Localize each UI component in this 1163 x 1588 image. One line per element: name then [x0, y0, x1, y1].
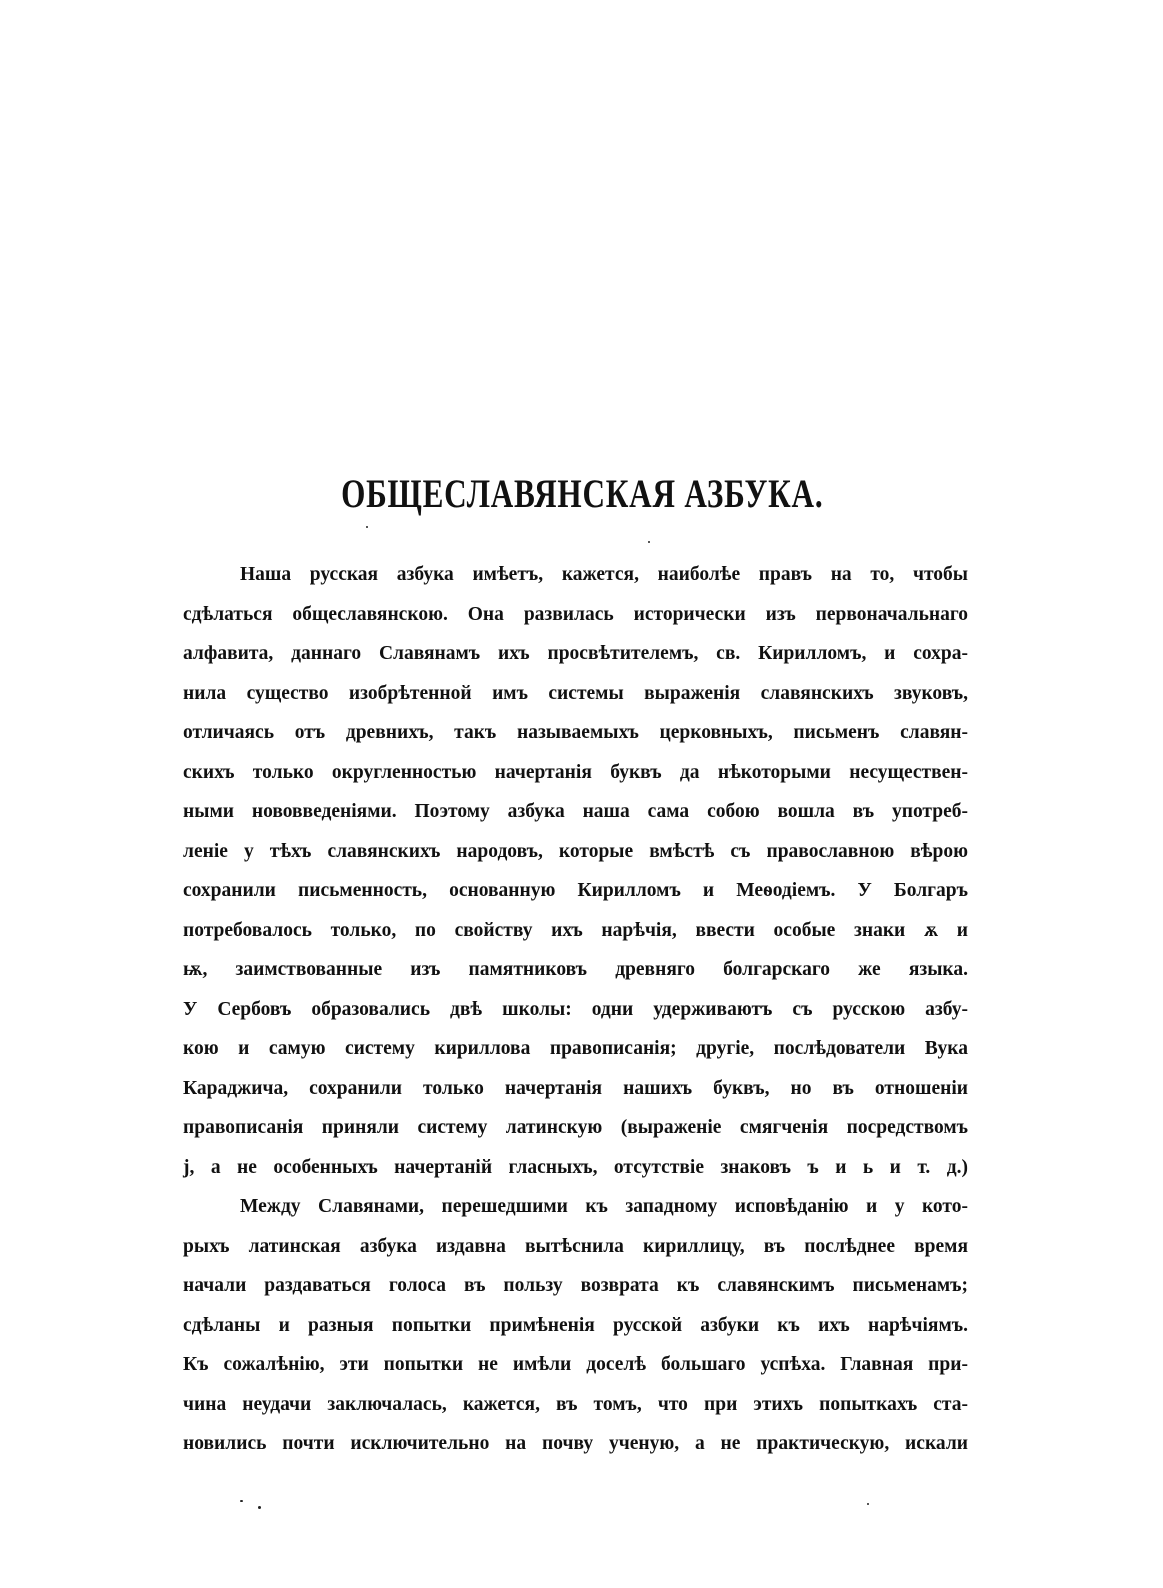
text-line: сдѣлаться общеславянскою. Она развилась исторически изъ первоначальнаго: [183, 603, 968, 625]
text-line: У Сербовъ образовались двѣ школы: одни удерживаютъ съ русскою азбу-: [183, 998, 968, 1020]
text-line: Между Славянами, перешедшими къ западному исповѣданію и у кото-: [240, 1196, 968, 1217]
text-line: Караджича, сохранили только начертанія нашихъ буквъ, но въ отношеніи: [183, 1077, 968, 1099]
text-line: потребовалось только, по свойству ихъ нарѣчія, ввести особые знаки ѫ и: [183, 919, 968, 941]
text-line: нила существо изобрѣтенной имъ системы выраженія славянскихъ звуковъ,: [183, 682, 968, 704]
text-line: чина неудачи заключалась, кажется, въ томъ, что при этихъ попыткахъ ста-: [183, 1393, 968, 1415]
text-line: сдѣланы и разныя попытки примѣненія русской азбуки къ ихъ нарѣчіямъ.: [183, 1314, 968, 1336]
text-line: начали раздаваться голоса въ пользу возврата къ славянскимъ письменамъ;: [183, 1275, 968, 1296]
scan-speck: [648, 541, 650, 543]
scan-speck: [867, 1503, 869, 1505]
page-title: ОБЩЕСЛАВЯНСКАЯ АЗБУКА.: [341, 471, 824, 516]
scan-speck: [240, 1500, 243, 1502]
text-line: Къ сожалѣнію, эти попытки не имѣли доселѣ большаго успѣха. Главная при-: [183, 1354, 968, 1375]
text-line: Наша русская азбука имѣетъ, кажется, наиболѣе правъ на то, чтобы: [240, 564, 968, 585]
text-line: правописанія приняли систему латинскую (выраженіе смягченія посредствомъ: [183, 1117, 968, 1138]
text-line: отличаясь отъ древнихъ, такъ называемыхъ церковныхъ, письменъ славян-: [183, 722, 968, 743]
text-line: алфавита, даннаго Славянамъ ихъ просвѣтителемъ, св. Кирилломъ, и сохра-: [183, 643, 968, 664]
scan-speck: [366, 526, 368, 528]
text-line: ѭ, заимствованные изъ памятниковъ древняго болгарскаго же языка.: [183, 959, 968, 980]
text-line: j, а не особенныхъ начертаній гласныхъ, отсутствіе знаковъ ъ и ь и т. д.): [183, 1156, 968, 1178]
body-text: [183, 555, 968, 1464]
text-line: ными нововведеніями. Поэтому азбука наша сама собою вошла въ употреб-: [183, 801, 968, 822]
text-line: рыхъ латинская азбука издавна вытѣснила кириллицу, въ послѣднее время: [183, 1235, 968, 1257]
scan-speck: [258, 1506, 261, 1509]
text-line: леніе у тѣхъ славянскихъ народовъ, которые вмѣстѣ съ православною вѣрою: [183, 840, 968, 862]
text-line: кою и самую систему кириллова правописанія; другіе, послѣдователи Вука: [183, 1038, 968, 1059]
text-line: скихъ только округленностью начертанія буквъ да нѣкоторыми несуществен-: [183, 761, 968, 783]
text-line: новились почти исключительно на почву ученую, а не практическую, искали: [183, 1433, 968, 1454]
text-line: сохранили письменность, основанную Кирилломъ и Меѳодіемъ. У Болгаръ: [183, 880, 968, 901]
